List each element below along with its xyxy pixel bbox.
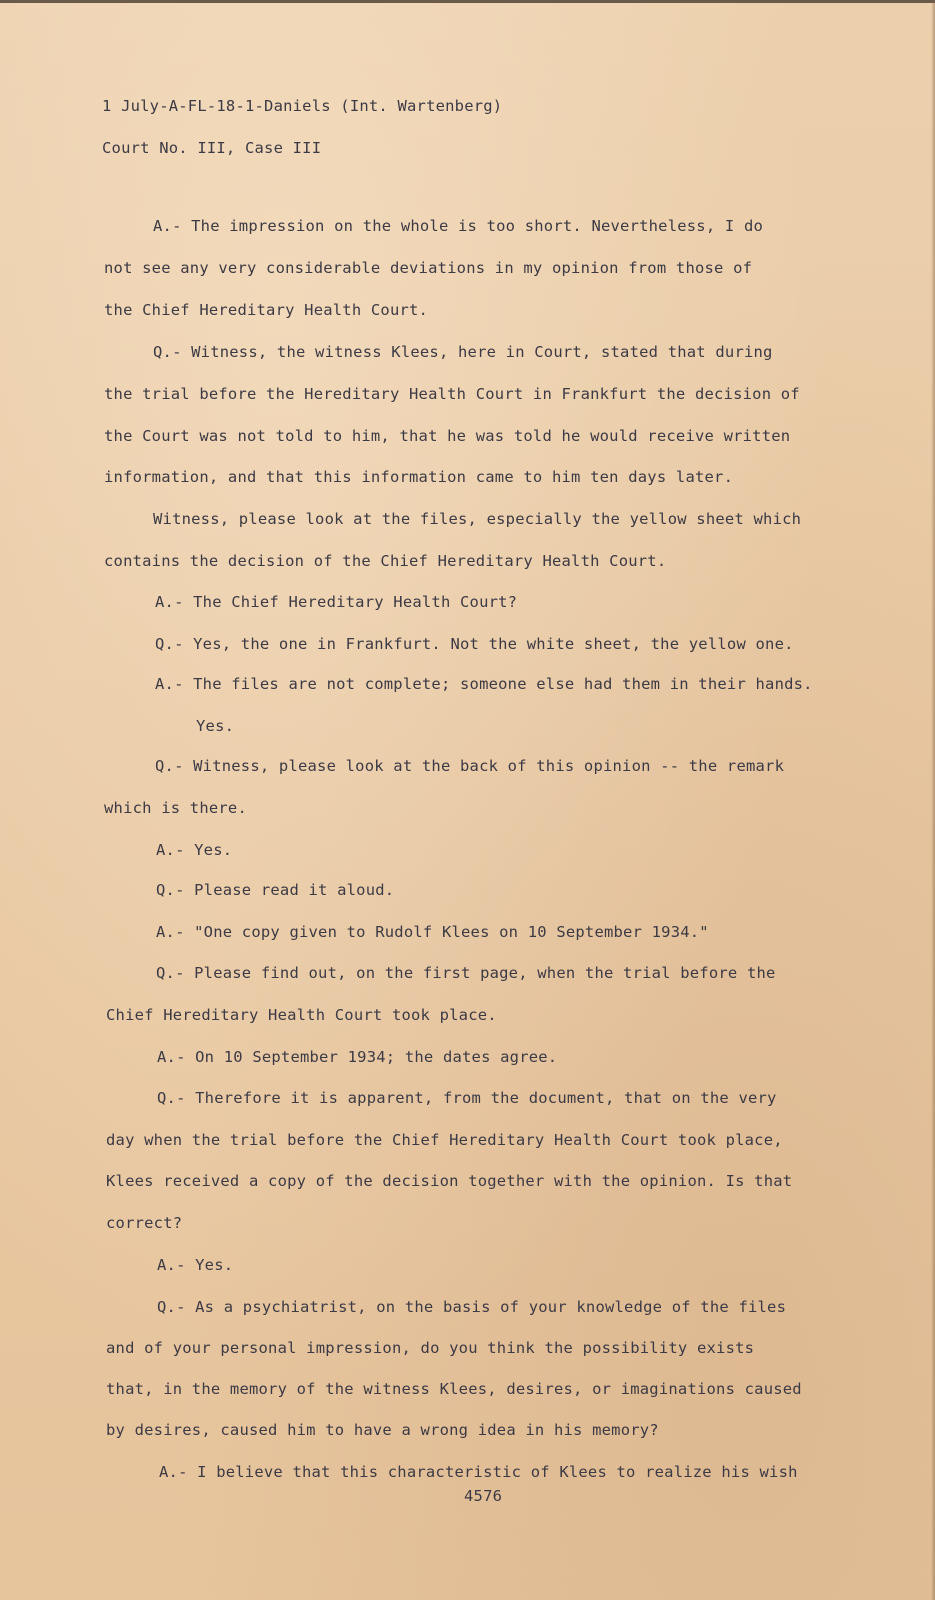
text-line: A.- I believe that this characteristic of Klees to realize his wish — [159, 1463, 798, 1481]
text-line: A.- The Chief Hereditary Health Court? — [155, 593, 518, 611]
text-line: Witness, please look at the files, especially the yellow sheet which — [153, 510, 802, 528]
text-line: contains the decision of the Chief Hereditary Health Court. — [104, 552, 667, 570]
text-line: A.- Yes. — [156, 841, 233, 859]
text-line: Q.- Therefore it is apparent, from the document, that on the very — [157, 1089, 777, 1107]
page-number: 4576 — [464, 1487, 503, 1505]
text-line: Chief Hereditary Health Court took place. — [106, 1006, 497, 1024]
page-right-edge — [931, 0, 935, 1600]
text-line: correct? — [106, 1214, 183, 1232]
text-line: the Court was not told to him, that he was told he would receive written — [104, 427, 791, 445]
text-line: information, and that this information came to him ten days later. — [104, 468, 734, 486]
text-line: by desires, caused him to have a wrong idea in his memory? — [106, 1421, 659, 1439]
page-top-edge — [0, 0, 935, 3]
text-line: that, in the memory of the witness Klees, desires, or imaginations caused — [106, 1380, 802, 1398]
text-line: A.- "One copy given to Rudolf Klees on 10 September 1934." — [156, 923, 709, 941]
text-line: A.- Yes. — [157, 1256, 234, 1274]
text-line: Q.- As a psychiatrist, on the basis of your knowledge of the files — [157, 1298, 787, 1316]
text-line: A.- The impression on the whole is too short. Nevertheless, I do — [153, 217, 764, 235]
header-line-2: Court No. III, Case III — [102, 139, 322, 157]
text-line: A.- The files are not complete; someone else had them in their hands. — [155, 675, 813, 693]
text-line: the trial before the Hereditary Health Court in Frankfurt the decision of — [104, 385, 800, 403]
text-line: not see any very considerable deviations in my opinion from those of — [104, 259, 753, 277]
text-line: Q.- Witness, the witness Klees, here in Court, stated that during — [153, 343, 773, 361]
header-line-1: 1 July-A-FL-18-1-Daniels (Int. Wartenberg) — [102, 97, 503, 115]
text-line: the Chief Hereditary Health Court. — [104, 301, 429, 319]
text-line: which is there. — [104, 799, 247, 817]
text-line: Q.- Witness, please look at the back of this opinion -- the remark — [155, 757, 785, 775]
text-line: day when the trial before the Chief Hereditary Health Court took place, — [106, 1131, 783, 1149]
text-line: Q.- Please find out, on the first page, when the trial before the — [156, 964, 776, 982]
text-line: A.- On 10 September 1934; the dates agree. — [157, 1048, 558, 1066]
text-line: Yes. — [196, 717, 235, 735]
text-line: and of your personal impression, do you think the possibility exists — [106, 1339, 755, 1357]
text-line: Q.- Please read it aloud. — [156, 881, 395, 899]
text-line: Klees received a copy of the decision together with the opinion. Is that — [106, 1172, 793, 1190]
text-line: Q.- Yes, the one in Frankfurt. Not the white sheet, the yellow one. — [155, 635, 794, 653]
